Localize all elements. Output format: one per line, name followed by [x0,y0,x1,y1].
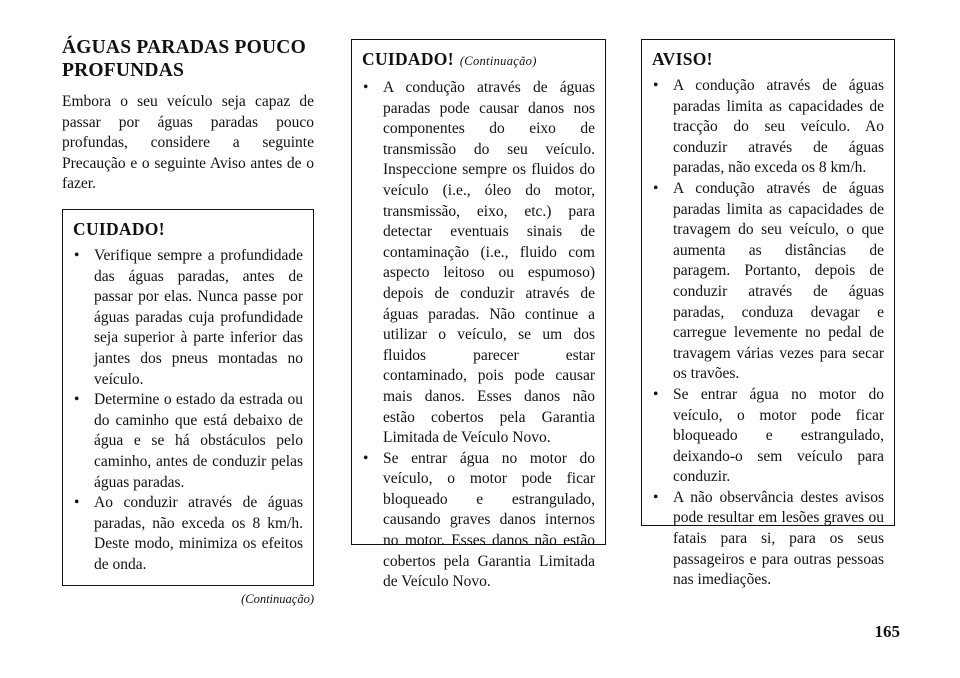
page-number: 165 [874,622,900,641]
caution-title [362,48,595,72]
caution-continued-label: (Continuação) [459,54,537,68]
column-left [62,36,314,607]
warning-box [641,39,895,589]
caution-box-continued [351,39,606,591]
continued-label: (Continuação) [241,592,314,607]
warning-item: • A não observância destes avisos pode resultar em lesões graves ou fatais para si, para os seus passageiros e para outras pessoas nas imediações. [652,488,884,591]
intro-paragraph: Embora o seu veículo seja capaz de passar por águas paradas pouco profundas, considere a seguinte Precaução e o seguinte Aviso antes de o fazer. [62,93,314,193]
warning-title: AVISO! [652,49,713,69]
caution-item: • Verifique sempre a profundidade das águas paradas, antes de passar por elas. Nunca passe por águas paradas cuja profundidade seja superior à parte inferior das jantes dos pneus montadas no veículo. [73,246,303,390]
caution-title-text: CUIDADO! [362,49,454,69]
caution-title: CUIDADO! [73,218,165,239]
warning-item: • A condução através de águas paradas limita as capacidades de travagem do seu veículo, o que aumenta as distâncias de paragem. Portanto, depois de conduzir através de águas paradas, conduza devagar e carregue levemente no pedal de travagem várias vezes para secar os travões. [652,179,884,385]
warning-list [652,76,884,591]
warning-item: • Se entrar água no motor do veículo, o motor pode ficar bloqueado e estrangulado, deixando-o sem veículo para conduzir. [652,385,884,488]
column-right [641,39,895,589]
warning-item: • A condução através de águas paradas limita as capacidades de tracção do seu veículo. Ao conduzir através de águas paradas, não exceda os 8 km/h. [652,76,884,179]
caution-item: • Determine o estado da estrada ou do caminho que está debaixo de água e se há obstáculos pelo caminho, antes de conduzir pelas águas paradas. [73,390,303,493]
section-heading: ÁGUAS PARADAS POUCO PROFUNDAS [62,37,306,81]
caution-list [73,246,303,576]
caution-box [62,209,314,587]
caution-item: • Se entrar água no motor do veículo, o motor pode ficar bloqueado e estrangulado, causando graves danos internos no motor. Esses danos não estão cobertos pela Garantia Limitada de Veículo Novo. [362,449,595,593]
caution-list [362,78,595,593]
column-middle [351,39,606,591]
caution-item: • Ao conduzir através de águas paradas, não exceda os 8 km/h. Deste modo, minimiza os efeitos de onda. [73,493,303,575]
caution-item: • A condução através de águas paradas pode causar danos nos componentes do eixo de transmissão do seu veículo. Inspeccione sempre os fluidos do veículo (i.e., óleo do motor, transmissão, eixo, etc.) para detectar eventuais sinais de contaminação (i.e., fluido com aspecto leitoso ou espumoso) depois de conduzir através de águas paradas. Não continue a utilizar o veículo, se um dos fluidos parecer estar contaminado, pois pode causar mais danos. Esses danos não estão cobertos pela Garantia Limitada de Veículo Novo. [362,78,595,449]
